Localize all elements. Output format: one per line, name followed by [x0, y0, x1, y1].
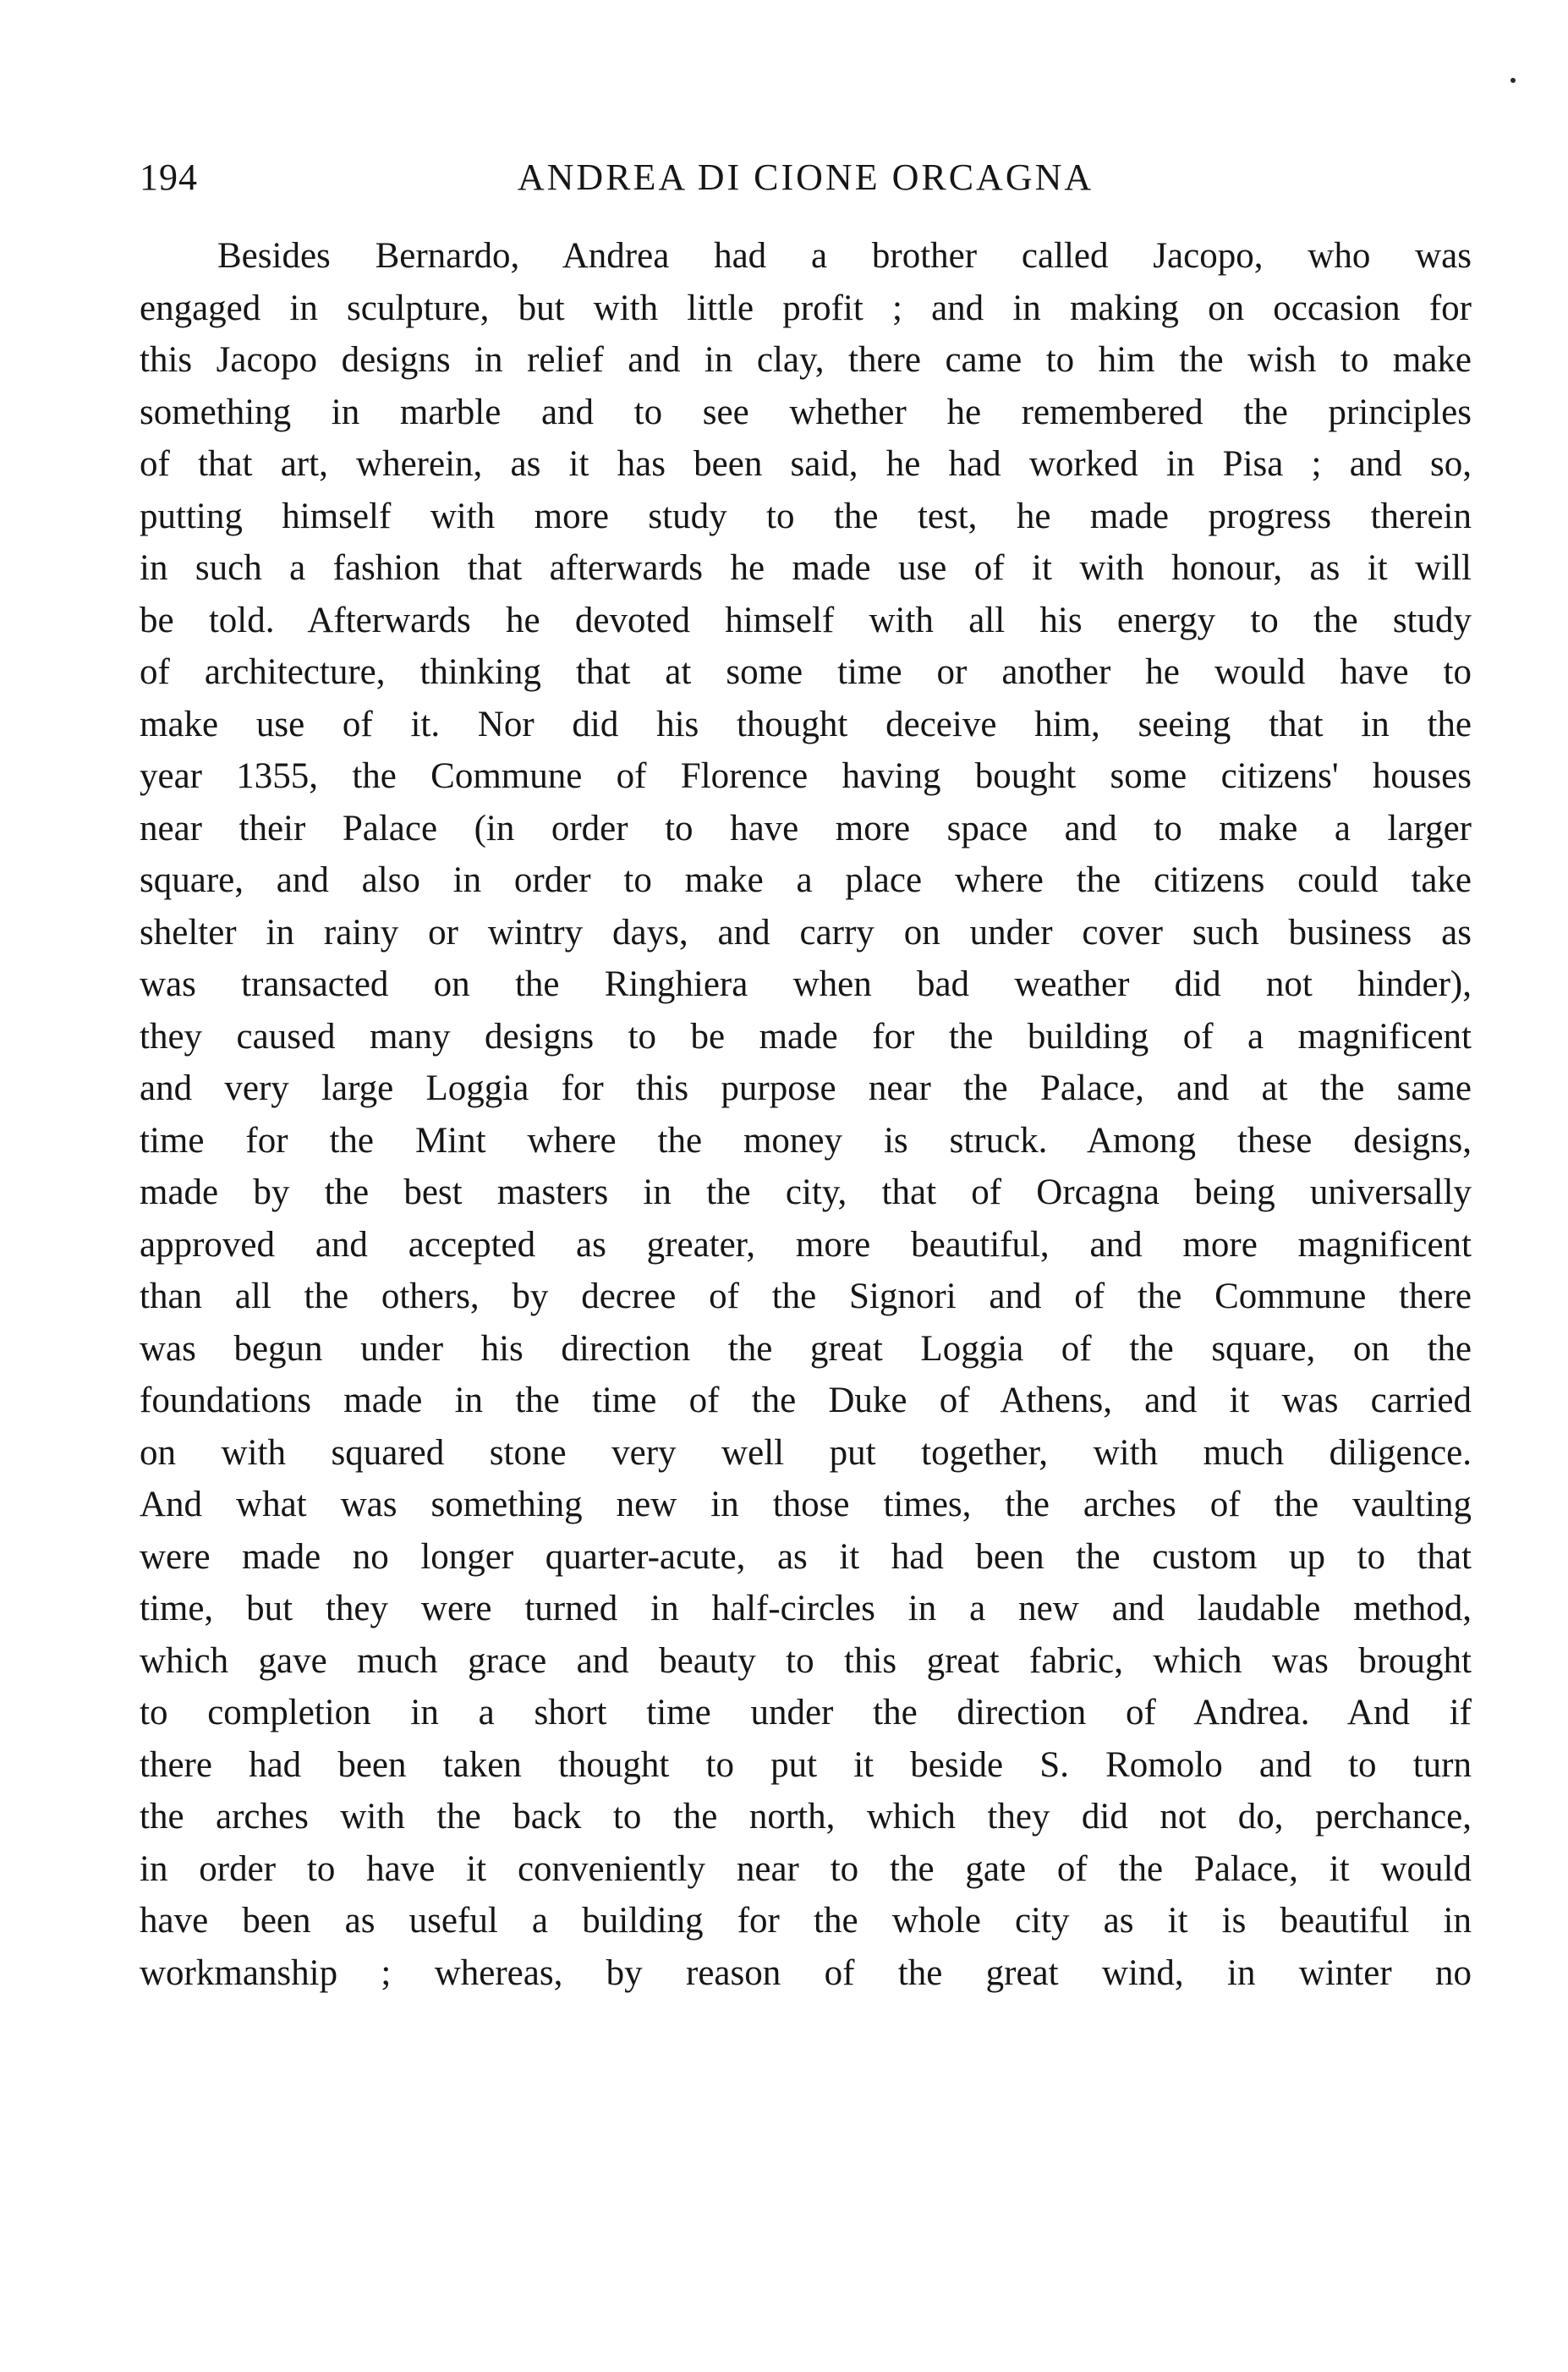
- text-line: the arches with the back to the north, which they did not do, perchance,: [140, 1797, 1472, 1837]
- text-line: made by the best masters in the city, that of Orcagna being universally: [140, 1172, 1472, 1212]
- text-line: foundations made in the time of the Duke of Athens, and it was carried: [140, 1381, 1472, 1420]
- running-title: ANDREA DI CIONE ORCAGNA: [517, 156, 1094, 198]
- text-line: they caused many designs to be made for the building of a magnificent: [140, 1016, 1472, 1057]
- text-line: in such a fashion that afterwards he made use of it with honour, as it will: [140, 548, 1472, 588]
- text-line: was transacted on the Ringhiera when bad weather did not hinder),: [140, 964, 1472, 1004]
- text-line: and very large Loggia for this purpose near the Palace, and at the same: [140, 1068, 1472, 1108]
- text-line: engaged in sculpture, but with little profit ; and in making on occasion for: [140, 288, 1472, 328]
- text-line: have been as useful a building for the whole city as it is beautiful in: [140, 1901, 1472, 1941]
- body-text: [140, 230, 1472, 1999]
- text-line: were made no longer quarter-acute, as it had been the custom up to that: [140, 1536, 1472, 1577]
- stray-ink-mark: [1510, 78, 1516, 83]
- text-line: year 1355, the Commune of Florence having bought some citizens' houses: [140, 756, 1472, 796]
- text-line: be told. Afterwards he devoted himself with all his energy to the study: [140, 600, 1472, 640]
- text-line: of architecture, thinking that at some time or another he would have to: [140, 652, 1472, 692]
- text-line: there had been taken thought to put it beside S. Romolo and to turn: [140, 1744, 1472, 1785]
- page-header: [140, 151, 1472, 205]
- text-line: in order to have it conveniently near to the gate of the Palace, it would: [140, 1848, 1472, 1889]
- text-line: of that art, wherein, as it has been said, he had worked in Pisa ; and so,: [140, 444, 1472, 484]
- text-line: than all the others, by decree of the Signori and of the Commune there: [140, 1277, 1472, 1316]
- text-line: make use of it. Nor did his thought deceive him, seeing that in the: [140, 704, 1472, 744]
- text-line: workmanship ; whereas, by reason of the great wind, in winter no: [140, 1952, 1472, 1993]
- text-line: And what was something new in those times, the arches of the vaulting: [140, 1485, 1472, 1524]
- text-line: time, but they were turned in half-circles in a new and laudable method,: [140, 1589, 1472, 1628]
- text-line: something in marble and to see whether he remembered the principles: [140, 392, 1472, 432]
- text-line: was begun under his direction the great Loggia of the square, on the: [140, 1328, 1472, 1369]
- text-line: which gave much grace and beauty to this great fabric, which was brought: [140, 1640, 1472, 1681]
- text-line: time for the Mint where the money is struck. Among these designs,: [140, 1120, 1472, 1161]
- text-line: on with squared stone very well put together, with much diligence.: [140, 1432, 1472, 1473]
- text-line: near their Palace (in order to have more space and to make a larger: [140, 808, 1472, 848]
- text-line: approved and accepted as greater, more beautiful, and more magnificent: [140, 1224, 1472, 1265]
- text-line: shelter in rainy or wintry days, and carry on under cover such business as: [140, 912, 1472, 953]
- text-line: square, and also in order to make a place where the citizens could take: [140, 860, 1472, 900]
- page-number: 194: [140, 156, 198, 198]
- text-line: Besides Bernardo, Andrea had a brother called Jacopo, who was: [217, 236, 1472, 276]
- text-line: to completion in a short time under the direction of Andrea. And if: [140, 1693, 1472, 1732]
- text-line: this Jacopo designs in relief and in clay, there came to him the wish to make: [140, 340, 1472, 380]
- text-line: putting himself with more study to the test, he made progress therein: [140, 496, 1472, 536]
